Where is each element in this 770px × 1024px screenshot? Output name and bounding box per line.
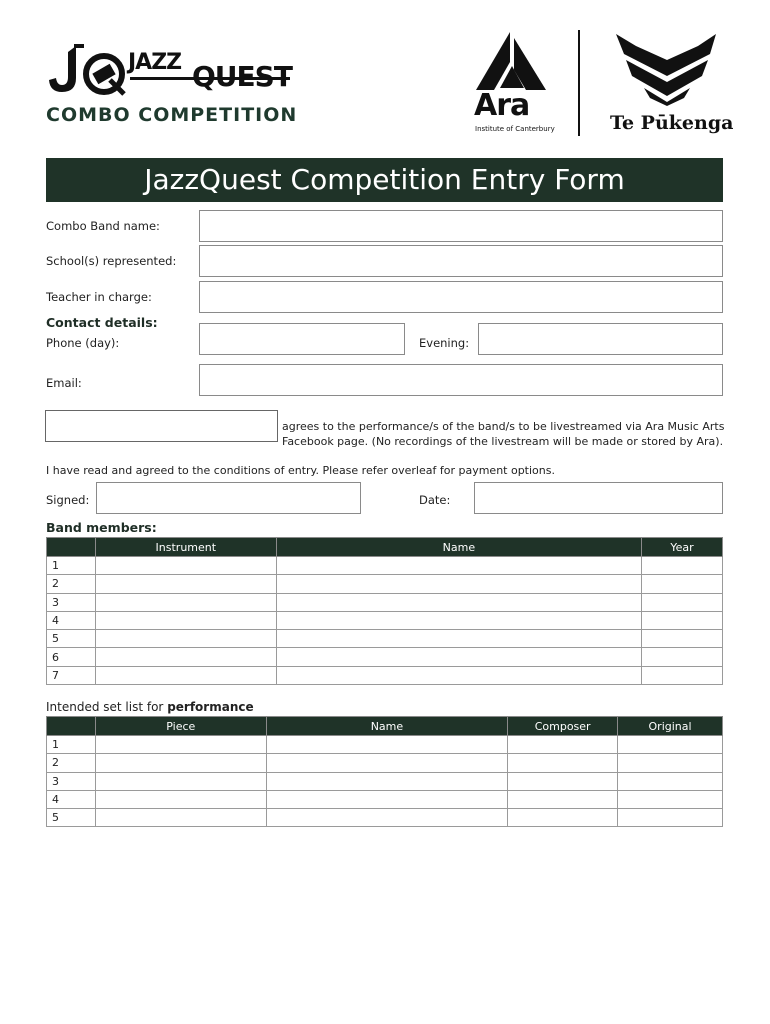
composer-cell[interactable] (508, 790, 618, 808)
band-members-heading: Band members: (46, 520, 157, 535)
te-pukenga-name: Te Pūkenga (610, 112, 734, 134)
year-cell[interactable] (642, 611, 723, 629)
evening-label: Evening: (419, 336, 470, 350)
composer-cell[interactable] (508, 754, 618, 772)
jazzquest-logo (46, 44, 296, 100)
school-label: School(s) represented: (46, 254, 177, 268)
table-row (47, 575, 723, 593)
band-members-header-row (47, 538, 723, 557)
row-number: 7 (47, 666, 96, 684)
table-row (47, 611, 723, 629)
piece-cell[interactable] (95, 809, 266, 827)
logo-quest-text: QUEST (192, 60, 292, 93)
year-cell[interactable] (642, 557, 723, 575)
row-number: 4 (47, 790, 96, 808)
setlist-heading-bold: performance (167, 700, 254, 714)
instrument-cell[interactable] (95, 557, 276, 575)
setlist-table (46, 716, 723, 827)
year-cell[interactable] (642, 575, 723, 593)
table-row (47, 790, 723, 808)
consent-text: agrees to the performance/s of the band/s to be livestreamed via Ara Music Arts Facebook page. (No recordings of the livestream will be made or stored by Ara). (282, 420, 725, 448)
piece-cell[interactable] (95, 736, 266, 754)
original-cell[interactable] (618, 772, 723, 790)
col-year: Year (642, 538, 723, 557)
name-cell[interactable] (276, 648, 641, 666)
logo-jazz-text: JAZZ (128, 50, 182, 75)
row-number: 3 (47, 772, 96, 790)
evening-phone-field[interactable] (478, 323, 723, 355)
row-number: 3 (47, 593, 96, 611)
name-cell[interactable] (266, 809, 508, 827)
teacher-label: Teacher in charge: (46, 290, 152, 304)
band-name-label: Combo Band name: (46, 219, 160, 233)
table-row (47, 648, 723, 666)
date-label: Date: (419, 493, 451, 507)
name-cell[interactable] (266, 790, 508, 808)
teacher-field[interactable] (199, 281, 723, 313)
col-number (47, 717, 96, 736)
name-cell[interactable] (276, 557, 641, 575)
row-number: 1 (47, 736, 96, 754)
original-cell[interactable] (618, 754, 723, 772)
table-row (47, 666, 723, 684)
phone-field[interactable] (199, 323, 405, 355)
col-composer: Composer (508, 717, 618, 736)
name-cell[interactable] (266, 736, 508, 754)
table-row (47, 754, 723, 772)
row-number: 2 (47, 575, 96, 593)
name-cell[interactable] (266, 772, 508, 790)
composer-cell[interactable] (508, 809, 618, 827)
band-name-field[interactable] (199, 210, 723, 242)
contact-heading: Contact details: (46, 315, 158, 330)
consent-name-field[interactable] (45, 410, 278, 442)
composer-cell[interactable] (508, 736, 618, 754)
year-cell[interactable] (642, 648, 723, 666)
col-instrument: Instrument (95, 538, 276, 557)
table-row (47, 593, 723, 611)
row-number: 5 (47, 809, 96, 827)
table-row (47, 772, 723, 790)
conditions-text: I have read and agreed to the conditions of entry. Please refer overleaf for payment options. (46, 464, 555, 477)
original-cell[interactable] (618, 790, 723, 808)
instrument-cell[interactable] (95, 648, 276, 666)
year-cell[interactable] (642, 630, 723, 648)
col-piece: Piece (95, 717, 266, 736)
name-cell[interactable] (266, 754, 508, 772)
original-cell[interactable] (618, 736, 723, 754)
setlist-header-row (47, 717, 723, 736)
piece-cell[interactable] (95, 790, 266, 808)
row-number: 2 (47, 754, 96, 772)
band-members-table (46, 537, 723, 685)
signed-label: Signed: (46, 493, 90, 507)
setlist-heading-prefix: Intended set list for (46, 700, 168, 714)
instrument-cell[interactable] (95, 666, 276, 684)
form-title: JazzQuest Competition Entry Form (46, 158, 723, 202)
year-cell[interactable] (642, 666, 723, 684)
name-cell[interactable] (276, 575, 641, 593)
name-cell[interactable] (276, 666, 641, 684)
col-number (47, 538, 96, 557)
name-cell[interactable] (276, 611, 641, 629)
te-pukenga-logo (606, 30, 734, 138)
table-row (47, 809, 723, 827)
table-row (47, 557, 723, 575)
ara-sub: Institute of Canterbury (475, 125, 555, 133)
te-pukenga-emblem-icon (606, 30, 728, 108)
table-row (47, 736, 723, 754)
row-number: 6 (47, 648, 96, 666)
row-number: 4 (47, 611, 96, 629)
email-field[interactable] (199, 364, 723, 396)
date-field[interactable] (474, 482, 723, 514)
signature-field[interactable] (96, 482, 361, 514)
email-label: Email: (46, 376, 82, 390)
col-original: Original (618, 717, 723, 736)
phone-label: Phone (day): (46, 336, 120, 350)
name-cell[interactable] (276, 630, 641, 648)
ara-name: Ara (474, 88, 530, 123)
school-field[interactable] (199, 245, 723, 277)
year-cell[interactable] (642, 593, 723, 611)
name-cell[interactable] (276, 593, 641, 611)
instrument-cell[interactable] (95, 611, 276, 629)
piece-cell[interactable] (95, 772, 266, 790)
row-number: 5 (47, 630, 96, 648)
setlist-heading (46, 700, 254, 714)
instrument-cell[interactable] (95, 630, 276, 648)
combo-competition-subtitle: COMBO COMPETITION (46, 104, 298, 126)
composer-cell[interactable] (508, 772, 618, 790)
original-cell[interactable] (618, 809, 723, 827)
table-row (47, 630, 723, 648)
col-name: Name (266, 717, 508, 736)
instrument-cell[interactable] (95, 575, 276, 593)
instrument-cell[interactable] (95, 593, 276, 611)
logo-divider (578, 30, 580, 136)
col-name: Name (276, 538, 641, 557)
row-number: 1 (47, 557, 96, 575)
piece-cell[interactable] (95, 754, 266, 772)
ara-logo (474, 30, 554, 136)
